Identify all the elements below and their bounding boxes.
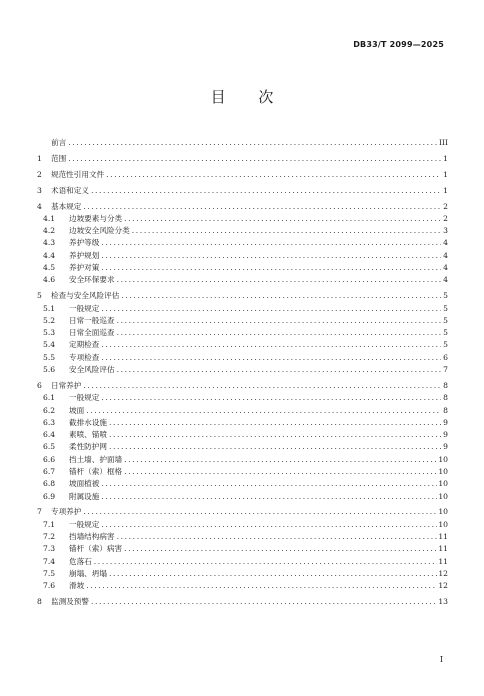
toc-chapter-entry[interactable]	[36, 201, 448, 213]
toc-entry-title: 检查与安全风险评估	[51, 291, 120, 301]
toc-entry-number: 5.3	[43, 328, 56, 338]
toc-leader-dots	[68, 137, 438, 149]
toc-entry-number: 4.2	[43, 226, 56, 236]
toc-chapter-entry[interactable]	[36, 380, 448, 392]
toc-entry-title: 边坡安全风险分类	[69, 226, 130, 236]
toc-entry-number: 7.2	[43, 532, 56, 542]
toc-entry-title: 一般规定	[69, 303, 100, 313]
toc-chapter-entry[interactable]	[36, 137, 448, 149]
toc-entry-page: 12	[438, 581, 448, 591]
toc-entry-page: 10	[438, 519, 448, 529]
toc-entry-number: 7.5	[43, 568, 56, 578]
toc-entry-number: 5.5	[43, 352, 56, 362]
toc-leader-dots	[101, 352, 441, 364]
toc-leader-dots	[91, 185, 441, 197]
toc-entry-title: 安全环保要求	[69, 275, 115, 285]
toc-entry-page: 5	[443, 340, 448, 350]
toc-chapter-entry[interactable]	[36, 185, 448, 197]
toc-section-entry[interactable]	[36, 327, 448, 339]
toc-section-entry[interactable]	[36, 519, 448, 531]
toc-entry-number: 6.2	[43, 405, 56, 415]
toc-entry-number: 5.4	[43, 340, 56, 350]
toc-leader-dots	[117, 274, 441, 286]
toc-entry-title: 养护规划	[69, 250, 100, 260]
toc-section-entry[interactable]	[36, 478, 448, 490]
toc-entry-title: 日常养护	[51, 380, 82, 390]
toc-section-entry[interactable]	[36, 531, 448, 543]
toc-entry-title: 一般规定	[69, 519, 100, 529]
toc-leader-dots	[124, 454, 437, 466]
toc-leader-dots	[117, 315, 441, 327]
toc-entry-number: 6.3	[43, 417, 56, 427]
toc-entry-number: 5.2	[43, 315, 56, 325]
toc-leader-dots	[83, 380, 441, 392]
toc-entry-page: 4	[443, 238, 448, 248]
toc-entry-page: 9	[443, 430, 448, 440]
toc-section-entry[interactable]	[36, 441, 448, 453]
toc-entry-number: 6	[37, 380, 42, 390]
toc-entry-number: 7.1	[43, 519, 56, 529]
toc-section-entry[interactable]	[36, 466, 448, 478]
toc-entry-page: 1	[443, 185, 448, 195]
toc-entry-title: 规范性引用文件	[51, 169, 105, 179]
toc-section-entry[interactable]	[36, 225, 448, 237]
toc-entry-page: 5	[443, 291, 448, 301]
toc-entry-number: 6.5	[43, 442, 56, 452]
toc-entry-title: 一般规定	[69, 393, 100, 403]
toc-entry-title: 截排水设施	[69, 417, 107, 427]
toc-leader-dots	[91, 596, 437, 608]
toc-section-entry[interactable]	[36, 392, 448, 404]
toc-entry-number: 4	[37, 201, 42, 211]
toc-chapter-entry[interactable]	[36, 506, 448, 518]
toc-section-entry[interactable]	[36, 339, 448, 351]
toc-entry-page: 6	[443, 352, 448, 362]
toc-leader-dots	[101, 478, 437, 490]
toc-entry-page: 13	[438, 597, 448, 607]
toc-entry-number: 3	[37, 185, 42, 195]
toc-entry-number: 7.4	[43, 556, 56, 566]
toc-entry-page: 11	[438, 556, 448, 566]
toc-entry-title: 日常一般巡查	[69, 315, 115, 325]
toc-entry-page: 11	[438, 544, 448, 554]
toc-leader-dots	[117, 364, 441, 376]
toc-entry-number: 7.6	[43, 581, 56, 591]
toc-entry-title: 安全风险评估	[69, 365, 115, 375]
toc-entry-title: 坡面	[69, 405, 85, 415]
toc-entry-title: 危落石	[69, 556, 92, 566]
toc-entry-page: 9	[443, 442, 448, 452]
toc-leader-dots	[101, 519, 437, 531]
toc-entry-page: 4	[443, 250, 448, 260]
toc-entry-page: 4	[443, 263, 448, 273]
toc-leader-dots	[101, 392, 441, 404]
toc-entry-page: 3	[443, 226, 448, 236]
toc-leader-dots	[109, 429, 441, 441]
toc-entry-title: 监测及预警	[51, 597, 89, 607]
toc-entry-page: 10	[438, 491, 448, 501]
toc-leader-dots	[109, 568, 437, 580]
toc-entry-number: 6.6	[43, 454, 56, 464]
toc-section-entry[interactable]	[36, 429, 448, 441]
toc-entry-number: 4.1	[43, 213, 56, 223]
toc-entry-number: 7.3	[43, 544, 56, 554]
toc-entry-page: 2	[443, 201, 448, 211]
toc-section-entry[interactable]	[36, 262, 448, 274]
toc-leader-dots	[94, 556, 438, 568]
toc-entry-page: 8	[443, 405, 448, 415]
toc-leader-dots	[86, 580, 437, 592]
toc-entry-number: 7	[37, 507, 42, 517]
toc-section-entry[interactable]	[36, 405, 448, 417]
toc-leader-dots	[83, 506, 437, 518]
toc-entry-number: 4.4	[43, 250, 56, 260]
toc-entry-page: 10	[438, 466, 448, 476]
toc-entry-title: 素喷、锚喷	[69, 430, 107, 440]
toc-entry-title: 养护对策	[69, 263, 100, 273]
toc-section-entry[interactable]	[36, 568, 448, 580]
toc-entry-title: 挡墙结构病害	[69, 532, 115, 542]
toc-section-entry[interactable]	[36, 491, 448, 503]
toc-entry-page: 5	[443, 315, 448, 325]
toc-entry-number: 4.3	[43, 238, 56, 248]
toc-section-entry[interactable]	[36, 274, 448, 286]
toc-entry-title: 锚杆（索）病害	[69, 544, 123, 554]
toc-entry-number: 8	[37, 597, 42, 607]
toc-entry-title: 附属设施	[69, 491, 100, 501]
toc-entry-title: 专项检查	[69, 352, 100, 362]
toc-entry-title: 范围	[51, 153, 67, 163]
toc-entry-number: 6.7	[43, 466, 56, 476]
toc-entry-title: 坡面植被	[69, 479, 100, 489]
toc-entry-title: 柔性防护网	[69, 442, 107, 452]
toc-leader-dots	[101, 339, 441, 351]
toc-entry-number: 1	[37, 153, 42, 163]
toc-entry-number: 4.6	[43, 275, 56, 285]
toc-entry-page: III	[439, 138, 448, 147]
toc-chapter-entry[interactable]	[36, 290, 448, 302]
toc-entry-title: 术语和定义	[51, 185, 89, 195]
toc-leader-dots	[101, 262, 441, 274]
toc-leader-dots	[132, 225, 441, 237]
toc-section-entry[interactable]	[36, 580, 448, 592]
toc-entry-title: 挡土墙、护面墙	[69, 454, 123, 464]
toc-entry-page: 2	[443, 213, 448, 223]
toc-section-entry[interactable]	[36, 315, 448, 327]
toc-entry-number: 6.4	[43, 430, 56, 440]
toc-leader-dots	[109, 417, 441, 429]
toc-section-entry[interactable]	[36, 364, 448, 376]
toc-entry-title: 日常全面巡查	[69, 328, 115, 338]
toc-section-entry[interactable]	[36, 543, 448, 555]
toc-entry-title: 基本规定	[51, 201, 82, 211]
toc-leader-dots	[124, 213, 441, 225]
toc-section-entry[interactable]	[36, 352, 448, 364]
toc-entry-page: 10	[438, 454, 448, 464]
toc-leader-dots	[101, 491, 437, 503]
toc-leader-dots	[101, 237, 441, 249]
toc-entry-title: 定期检查	[69, 340, 100, 350]
toc-leader-dots	[117, 531, 438, 543]
toc-section-entry[interactable]	[36, 556, 448, 568]
toc-leader-dots	[101, 303, 441, 315]
toc-entry-title: 滑坡	[69, 581, 85, 591]
toc-entry-title: 边坡要素与分类	[69, 213, 123, 223]
page-number: I	[439, 655, 443, 664]
toc-leader-dots	[117, 327, 441, 339]
toc-chapter-entry[interactable]	[36, 153, 448, 165]
toc-entry-number: 5.6	[43, 365, 56, 375]
toc-section-entry[interactable]	[36, 237, 448, 249]
toc-entry-title: 专项养护	[51, 507, 82, 517]
toc-leader-dots	[68, 153, 441, 165]
toc-leader-dots	[109, 441, 441, 453]
toc-entry-number: 5	[37, 291, 42, 301]
toc-entry-number: 6.9	[43, 491, 56, 501]
page-title: 目 次	[210, 88, 288, 106]
toc-entry-page: 9	[443, 417, 448, 427]
toc-entry-page: 5	[443, 328, 448, 338]
toc-entry-page: 7	[443, 365, 448, 375]
toc-leader-dots	[124, 543, 437, 555]
toc-entry-page: 5	[443, 303, 448, 313]
toc-section-entry[interactable]	[36, 454, 448, 466]
toc-leader-dots	[124, 466, 437, 478]
toc-entry-page: 1	[443, 153, 448, 163]
toc-entry-title: 养护等级	[69, 238, 100, 248]
toc-chapter-entry[interactable]	[36, 596, 448, 608]
toc-leader-dots	[101, 250, 441, 262]
toc-entry-number: 6.8	[43, 479, 56, 489]
toc-entry-number: 6.1	[43, 393, 56, 403]
toc-entry-number: 2	[37, 169, 42, 179]
toc-entry-title: 崩塌、坍塌	[69, 568, 107, 578]
toc-section-entry[interactable]	[36, 213, 448, 225]
toc-entry-title: 锚杆（索）框格	[69, 466, 123, 476]
toc-entry-page: 12	[438, 568, 448, 578]
toc-leader-dots	[106, 169, 441, 181]
toc-entry-number: 4.5	[43, 263, 56, 273]
toc-chapter-entry[interactable]	[36, 169, 448, 181]
toc-entry-page: 4	[443, 275, 448, 285]
toc-entry-title: 前言	[51, 138, 67, 147]
toc-entry-page: 8	[443, 380, 448, 390]
toc-entry-page: 1	[443, 169, 448, 179]
toc-entry-page: 10	[438, 507, 448, 517]
toc-section-entry[interactable]	[36, 250, 448, 262]
toc-leader-dots	[121, 290, 441, 302]
toc-section-entry[interactable]	[36, 303, 448, 315]
toc-leader-dots	[86, 405, 441, 417]
toc-entry-page: 10	[438, 479, 448, 489]
toc-entry-number: 5.1	[43, 303, 56, 313]
toc-entry-page: 11	[438, 532, 448, 542]
table-of-contents	[36, 137, 448, 608]
toc-section-entry[interactable]	[36, 417, 448, 429]
standard-number: DB33/T 2099—2025	[353, 40, 444, 49]
toc-leader-dots	[83, 201, 441, 213]
toc-entry-page: 8	[443, 393, 448, 403]
